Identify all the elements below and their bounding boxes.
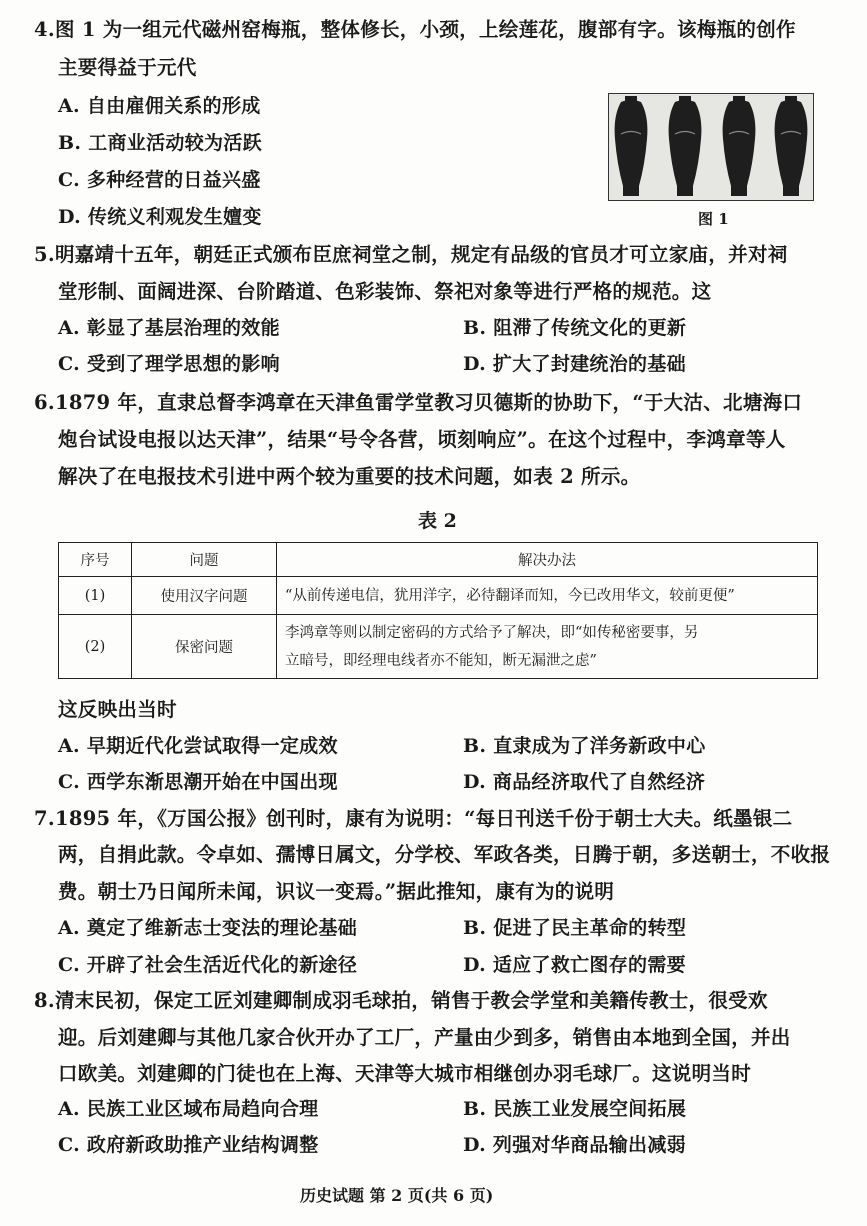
q7-option-a: A. 奠定了维新志士变法的理论基础: [58, 917, 358, 939]
q6-after-text: 这反映出当时: [58, 698, 177, 721]
row1-no: (1): [59, 577, 132, 615]
table-2-title: 表 2: [418, 510, 457, 532]
q7-option-d: D. 适应了救亡图存的需要: [463, 954, 686, 976]
q8-option-d: D. 列强对华商品输出减弱: [463, 1134, 686, 1156]
q8-stem-line2: 迎。后刘建卿与其他几家合伙开办了工厂，产量由少到多，销售由本地到全国，并出: [58, 1026, 791, 1049]
q8-stem-line1: 8.清末民初，保定工匠刘建卿制成羽毛球拍，销售于教会学堂和美籍传教士，很受欢: [34, 989, 768, 1012]
row2-issue: 保密问题: [132, 615, 277, 679]
row2-solution-line2: 立暗号，即经理电线者亦不能知，断无漏泄之虑”: [285, 652, 597, 669]
q5-option-c: C. 受到了理学思想的影响: [58, 353, 280, 375]
q6-stem-line2: 炮台试设电报以达天津”，结果“号令各营，顷刻响应”。在这个过程中，李鸿章等人: [58, 428, 786, 451]
q7-option-c: C. 开辟了社会生活近代化的新途径: [58, 954, 358, 976]
table-row: [59, 577, 818, 615]
q4-option-a: A. 自由雇佣关系的形成: [58, 95, 261, 117]
table-2: [58, 542, 818, 679]
q5-stem-line1: 5.明嘉靖十五年，朝廷正式颁布臣庶祠堂之制，规定有品级的官员才可立家庙，并对祠: [34, 243, 788, 266]
q5-option-a: A. 彰显了基层治理的效能: [58, 317, 280, 339]
q7-stem-line3: 费。朝士乃日闻所未闻，识议一变焉。”据此推知，康有为的说明: [58, 880, 615, 903]
q5-option-d: D. 扩大了封建统治的基础: [463, 353, 686, 375]
row2-solution: [277, 615, 818, 679]
row2-solution-line1: 李鸿章等则以制定密码的方式给予了解决，即“如传秘密要事，另: [285, 624, 699, 641]
header-solution: 解决办法: [277, 543, 818, 577]
q6-stem-line3: 解决了在电报技术引进中两个较为重要的技术问题，如表 2 所示。: [58, 465, 641, 488]
q5-option-b: B. 阻滞了传统文化的更新: [463, 317, 687, 339]
row1-issue: 使用汉字问题: [132, 577, 277, 615]
q7-stem-line1: 7.1895 年，《万国公报》创刊时，康有为说明：“每日刊送千份于朝士大夫。纸墨银二: [34, 807, 793, 830]
q8-option-b: B. 民族工业发展空间拓展: [463, 1098, 687, 1120]
q6-stem-line1: 6.1879 年，直隶总督李鸿章在天津鱼雷学堂教习贝德斯的协助下，“于大沽、北塘海口: [34, 391, 803, 414]
q5-stem-line2: 堂形制、面阔进深、台阶踏道、色彩装饰、祭祀对象等进行严格的规范。这: [58, 280, 712, 303]
figure-1-caption: 图 1: [698, 210, 729, 228]
row1-solution: “从前传递电信，犹用洋字，必待翻译而知，今已改用华文，较前更便”: [277, 577, 818, 615]
table-row: [59, 615, 818, 679]
q6-option-a: A. 早期近代化尝试取得一定成效: [58, 735, 338, 757]
q4-option-b: B. 工商业活动较为活跃: [58, 132, 262, 154]
q8-option-a: A. 民族工业区域布局趋向合理: [58, 1098, 319, 1120]
page-footer: 历史试题 第 2 页(共 6 页): [300, 1186, 494, 1205]
header-issue: 问题: [132, 543, 277, 577]
q4-option-c: C. 多种经营的日益兴盛: [58, 169, 261, 191]
table-header-row: [59, 543, 818, 577]
q6-option-b: B. 直隶成为了洋务新政中心: [463, 735, 706, 757]
q8-option-c: C. 政府新政助推产业结构调整: [58, 1134, 319, 1156]
q7-option-b: B. 促进了民主革命的转型: [463, 917, 687, 939]
vase-illustration: [609, 94, 813, 200]
q7-stem-line2: 两，自捐此款。令卓如、孺博日属文，分学校、军政各类，日腾于朝，多送朝士，不收报: [58, 843, 831, 866]
meiping-vases-figure: [608, 93, 814, 201]
q4-option-d: D. 传统义利观发生嬗变: [58, 206, 262, 228]
q6-option-d: D. 商品经济取代了自然经济: [463, 771, 706, 793]
q6-option-c: C. 西学东渐思潮开始在中国出现: [58, 771, 338, 793]
header-no: 序号: [59, 543, 132, 577]
q4-stem-line2: 主要得益于元代: [58, 56, 197, 79]
q4-stem-line1: 4.图 1 为一组元代磁州窑梅瓶，整体修长，小颈，上绘莲花，腹部有字。该梅瓶的创作: [34, 18, 796, 41]
q8-stem-line3: 口欧美。刘建卿的门徒也在上海、天津等大城市相继创办羽毛球厂。这说明当时: [58, 1062, 752, 1085]
row2-no: (2): [59, 615, 132, 679]
